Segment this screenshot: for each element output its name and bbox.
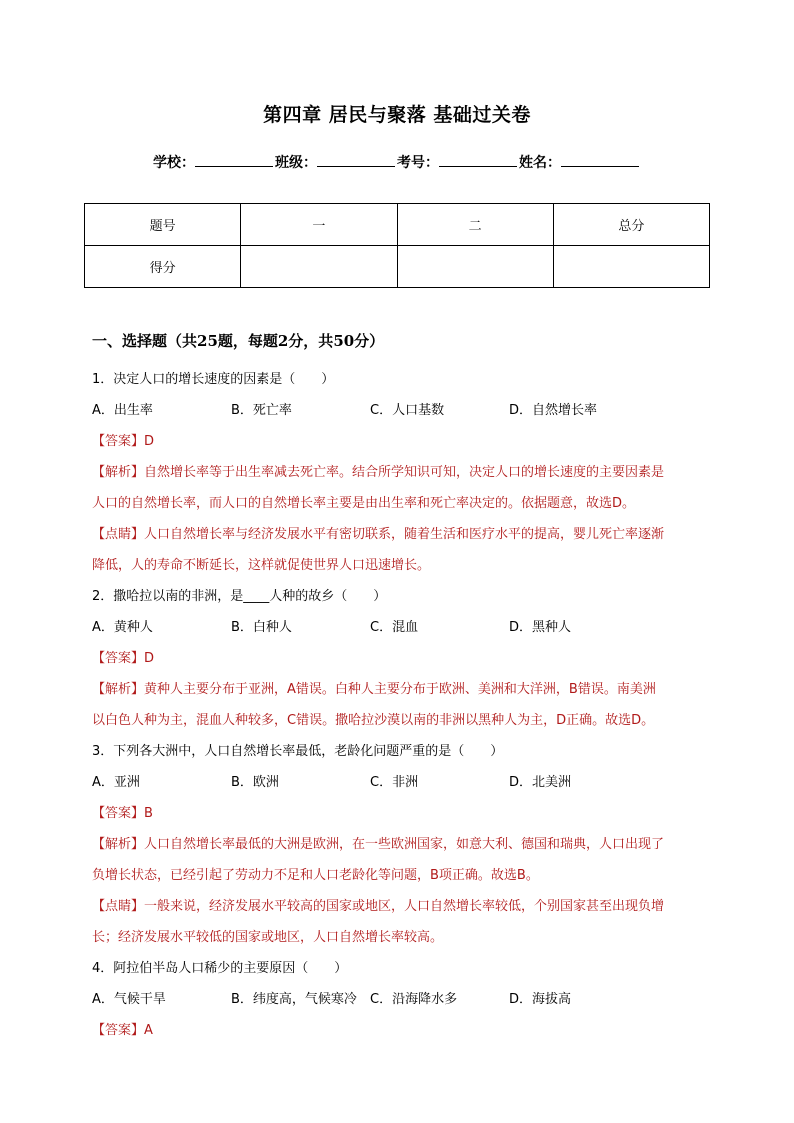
option: A．出生率 <box>92 403 153 418</box>
analysis-text: 以白色人种为主，混血人种较多，C错误。撒哈拉沙漠以南的非洲以黑种人为主，D正确。故选D。 <box>92 713 655 728</box>
question-stem: 1．决定人口的增长速度的因素是（ ） <box>92 372 335 387</box>
option: D．黑种人 <box>509 620 572 635</box>
analysis-text: 人口自然增长率最低的大洲是欧洲，在一些欧洲国家，如意大利、德国和瑞典，人口出现了 <box>144 837 665 852</box>
name-label: 姓名： <box>519 155 561 171</box>
tip-line <box>92 891 712 922</box>
analysis-text: 负增长状态，已经引起了劳动力不足和人口老龄化等问题，B项正确。故选B。 <box>92 868 539 883</box>
tip-text: 降低，人的寿命不断延长，这样就促使世界人口迅速增长。 <box>92 558 431 573</box>
question-stem: 4．阿拉伯半岛人口稀少的主要原因（ ） <box>92 961 348 976</box>
option: A．黄种人 <box>92 620 153 635</box>
answer-line <box>92 426 712 457</box>
option: A．气候干旱 <box>92 992 166 1007</box>
analysis-text: 自然增长率等于出生率减去死亡率。结合所学知识可知，决定人口的增长速度的主要因素是 <box>144 465 665 480</box>
option: C．人口基数 <box>370 403 445 418</box>
option: B．死亡率 <box>231 403 292 418</box>
question-options <box>92 612 712 643</box>
answer-tag: 【答案】 <box>92 434 145 449</box>
tip-text: 一般来说，经济发展水平较高的国家或地区，人口自然增长率较低，个别国家甚至出现负增 <box>144 899 665 914</box>
option: D．北美洲 <box>509 775 572 790</box>
question-options <box>92 984 712 1015</box>
questions-body <box>92 364 712 1046</box>
answer-tag: 【答案】 <box>92 651 145 666</box>
answer-line <box>92 1015 712 1046</box>
question-stem: 3．下列各大洲中，人口自然增长率最低，老龄化问题严重的是（ ） <box>92 744 504 759</box>
class-label: 班级： <box>275 155 317 171</box>
answer-value: D <box>144 651 155 666</box>
answer-value: A <box>144 1023 153 1038</box>
score-table-header: 题号 <box>85 204 241 246</box>
tip-tag: 【点睛】 <box>92 899 145 914</box>
question-stem: 2．撒哈拉以南的非洲，是____人种的故乡（ ） <box>92 589 387 604</box>
option: C．沿海降水多 <box>370 992 458 1007</box>
option: A．亚洲 <box>92 775 140 790</box>
tip-text: 长；经济发展水平较低的国家或地区，人口自然增长率较高。 <box>92 930 444 945</box>
name-blank <box>561 152 639 167</box>
answer-tag: 【答案】 <box>92 1023 145 1038</box>
answer-line <box>92 798 712 829</box>
school-blank <box>195 152 273 167</box>
question-options <box>92 395 712 426</box>
section-title: 一、选择题（共25题，每题2分，共50分） <box>92 332 385 350</box>
score-table-header: 一 <box>241 204 397 246</box>
score-row-label: 得分 <box>85 246 241 288</box>
page-title: 第四章 居民与聚落 基础过关卷 <box>263 104 531 126</box>
exam-no-label: 考号： <box>397 155 439 171</box>
score-cell <box>553 246 709 288</box>
tip-line <box>92 519 712 550</box>
answer-value: D <box>144 434 155 449</box>
option: C．混血 <box>370 620 419 635</box>
option: B．欧洲 <box>231 775 279 790</box>
score-table <box>84 203 710 288</box>
option: B．白种人 <box>231 620 292 635</box>
tip-tag: 【点睛】 <box>92 527 145 542</box>
analysis-line <box>92 674 712 705</box>
answer-tag: 【答案】 <box>92 806 145 821</box>
class-blank <box>317 152 395 167</box>
student-info-line <box>0 152 794 172</box>
score-table-header-row <box>85 204 710 246</box>
option: D．海拔高 <box>509 992 572 1007</box>
score-cell <box>241 246 397 288</box>
analysis-tag: 【解析】 <box>92 682 145 697</box>
score-table-header: 二 <box>397 204 553 246</box>
tip-text: 人口自然增长率与经济发展水平有密切联系，随着生活和医疗水平的提高，婴儿死亡率逐渐 <box>144 527 665 542</box>
option: D．自然增长率 <box>509 403 598 418</box>
answer-line <box>92 643 712 674</box>
exam-no-blank <box>439 152 517 167</box>
school-label: 学校： <box>153 155 195 171</box>
analysis-line <box>92 829 712 860</box>
analysis-line <box>92 457 712 488</box>
score-table-header: 总分 <box>553 204 709 246</box>
score-cell <box>397 246 553 288</box>
option: B．纬度高，气候寒冷 <box>231 992 357 1007</box>
analysis-text: 人口的自然增长率，而人口的自然增长率主要是由出生率和死亡率决定的。依据题意，故选D。 <box>92 496 636 511</box>
option: C．非洲 <box>370 775 419 790</box>
analysis-tag: 【解析】 <box>92 837 145 852</box>
answer-value: B <box>144 806 153 821</box>
analysis-text: 黄种人主要分布于亚洲，A错误。白种人主要分布于欧洲、美洲和大洋洲，B错误。南美洲 <box>144 682 656 697</box>
question-options <box>92 767 712 798</box>
score-table-row <box>85 246 710 288</box>
analysis-tag: 【解析】 <box>92 465 145 480</box>
